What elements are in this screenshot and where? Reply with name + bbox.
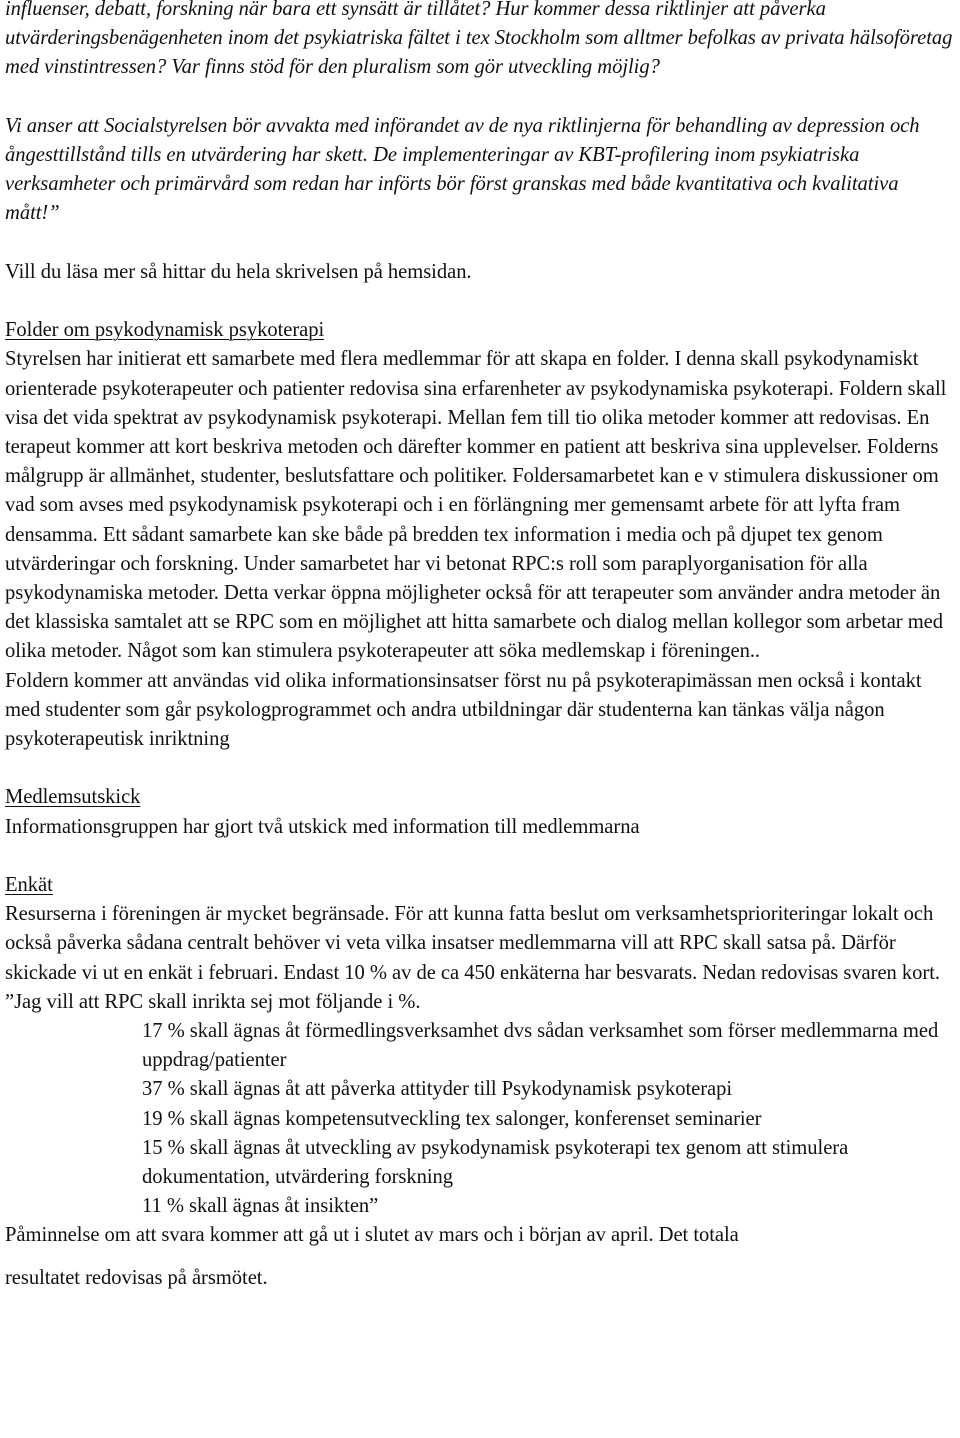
- mailing-heading: Medlemsutskick: [5, 786, 141, 809]
- reminder-line-2: resultatet redovisas på årsmötet.: [5, 1266, 268, 1289]
- reminder-line-1: Påminnelse om att svara kommer att gå ut i slutet av mars och i början av april. Det totala: [5, 1224, 739, 1247]
- spacer: [5, 83, 955, 112]
- intro-recommendation-text: Vi anser att Socialstyrelsen bör avvakta med införandet av de nya riktlinjerna för behandling av depression och ångesttillstånd tills en utvärdering har skett. De implementeringar av KBT-profilering inom psykiatriska verksamheter och primärvård som redan har införts bör först granskas med både kvantitativa och kvalitativa mått!”: [5, 114, 920, 225]
- survey-quote-intro: ”Jag vill att RPC skall inrikta sej mot följande i %.: [5, 990, 421, 1013]
- spacer: [5, 229, 955, 258]
- survey-result-item: 19 % skall ägnas kompetensutveckling tex salonger, konferenset seminarier: [142, 1107, 762, 1130]
- document-page: [5, 0, 955, 1293]
- survey-results-list: [5, 1017, 955, 1221]
- folder-body: Styrelsen har initierat ett samarbete med flera medlemmar för att skapa en folder. I denna skall psykodynamiskt orienterade psykoterapeuter och patienter redovisa sina erfarenheter av psykodynamiska psykoterapi. Foldern skall visa det vida spektrat av psykodynamisk psykoterapi. Mellan fem till tio olika metoder kommer att redovisas. En terapeut kommer att kort beskriva metoden och därefter kommer en patient att beskriva sina upplevelser. Folderns målgrupp är allmänhet, studenter, beslutsfattare och politiker. Foldersamarbetet kan e v stimulera diskussioner om vad som avses med psykodynamisk psykoterapi och i en förlängning mer gemensamt arbete för att lyfta fram densamma. Ett sådant samarbete kan ske både på bredden tex information i media och på djupet tex genom utvärderingar och forskning. Under samarbetet har vi betonat RPC:s roll som paraplyorganisation för alla psykodynamiska metoder. Detta verkar öppna möjligheter också för att terapeuter som använder andra metoder än det klassiska samtalet att se RPC som en möjlighet att hitta samarbete och dialog mellan kollegor som arbetar med olika metoder. Något som kan stimulera psykoterapeuter att söka medlemskap i föreningen..: [5, 348, 947, 663]
- survey-result-item: 11 % skall ägnas åt insikten”: [142, 1195, 379, 1218]
- survey-result-item: 15 % skall ägnas åt utveckling av psykodynamisk psykoterapi tex genom att stimulera dokumentation, utvärdering forskning: [142, 1136, 849, 1189]
- survey-result-item: 37 % skall ägnas åt att påverka attityder till Psykodynamisk psykoterapi: [142, 1078, 733, 1101]
- folder-heading: Folder om psykodynamisk psykoterapi: [5, 319, 325, 342]
- survey-heading: Enkät: [5, 874, 53, 897]
- folder-body-2: Foldern kommer att användas vid olika informationsinsatser först nu på psykoterapimässan men också i kontakt med studenter som går psykologprogrammet och andra utbildningar där studenterna kan tänkas välja någon psykoterapeutisk inriktning: [5, 669, 922, 751]
- read-more-paragraph: Vill du läsa mer så hittar du hela skrivelsen på hemsidan.: [5, 260, 472, 283]
- intro-recommendation-paragraph: [5, 112, 955, 229]
- intro-question-paragraph: influenser, debatt, forskning när bara ett synsätt är tillåtet? Hur kommer dessa riktlinjer att påverka utvärderingsbenägenheten inom det psykiatriska fältet i tex Stockholm som alltmer befolkas av privata hälsoföretag med vinstintressen? Var finns stöd för den pluralism som gör utveckling möjlig?: [5, 0, 953, 79]
- survey-result-item: 17 % skall ägnas åt förmedlingsverksamhet dvs sådan verksamhet som förser medlemmarna med uppdrag/patienter: [142, 1020, 939, 1072]
- spacer: [5, 287, 955, 316]
- mailing-body: Informationsgruppen har gjort två utskick med information till medlemmarna: [5, 815, 640, 838]
- spacer: [5, 842, 955, 871]
- spacer: [5, 754, 955, 783]
- survey-body: Resurserna i föreningen är mycket begränsade. För att kunna fatta beslut om verksamhetsprioriteringar lokalt och också påverka sådana centralt behöver vi veta vilka insatser medlemmarna vill att RPC skall satsa på. Därför skickade vi ut en enkät i februari. Endast 10 % av de ca 450 enkäterna har besvarats. Nedan redovisas svaren kort.: [5, 903, 940, 984]
